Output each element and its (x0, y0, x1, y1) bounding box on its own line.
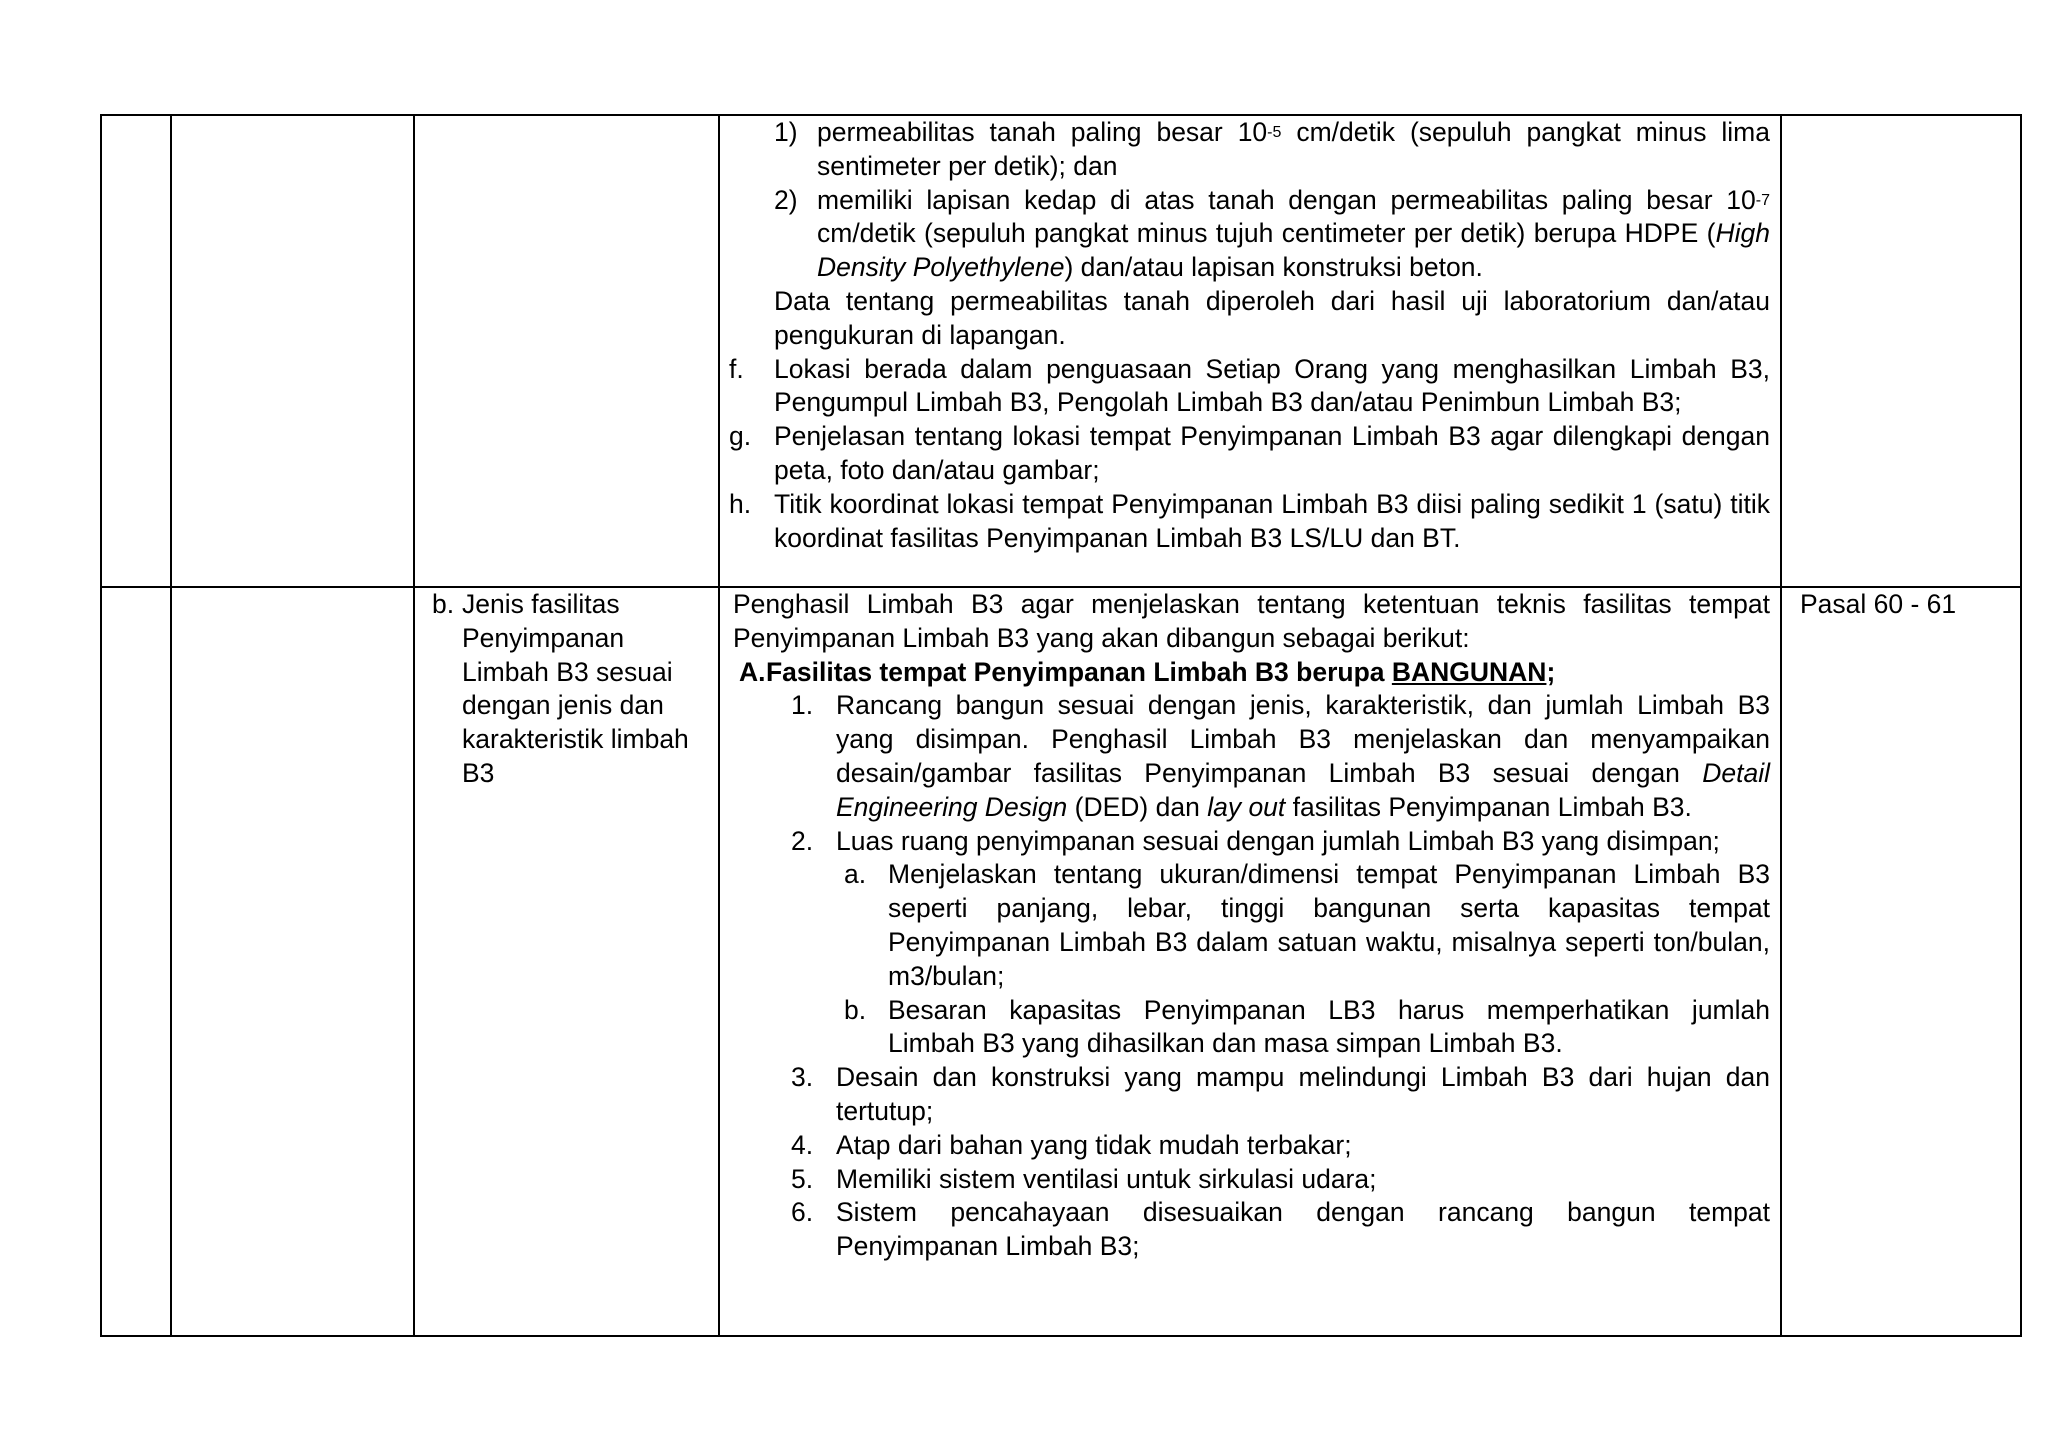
item-label: A. (739, 656, 766, 687)
item-label: 1. (791, 690, 814, 721)
column-border-5 (1780, 114, 1782, 1337)
row1-content-cell (726, 116, 1770, 555)
item-label: g. (729, 421, 752, 452)
item-label: h. (729, 488, 752, 519)
numbered-item-1: 1) permeabilitas tanah paling besar $10^{-5}$ cm/detik (sepuluh pangkat minus lima sentimeter per detik); dan (774, 117, 1770, 181)
letter-item-h: h. Titik koordinat lokasi tempat Penyimpanan Limbah B3 diisi paling sedikit 1 (satu) titik koordinat fasilitas Penyimpanan Limbah B3 LS/LU dan BT. (729, 488, 1770, 553)
numbered-item-5: 5. Memiliki sistem ventilasi untuk sirkulasi udara; (733, 1163, 1770, 1197)
data-note: Data tentang permeabilitas tanah diperoleh dari hasil uji laboratorium dan/atau pengukuran di lapangan. (774, 285, 1770, 350)
item-label: 2) (774, 184, 798, 215)
table-bottom-border (100, 1335, 2022, 1337)
numbered-item-6: 6. Sistem pencahayaan disesuaikan dengan rancang bangun tempat Penyimpanan Limbah B3; (791, 1197, 1770, 1262)
letter-item-g: g. Penjelasan tentang lokasi tempat Penyimpanan Limbah B3 agar dilengkapi dengan peta, foto dan/atau gambar; (729, 421, 1770, 485)
item-label: 6. (791, 1197, 814, 1228)
item-label: 2. (791, 825, 814, 856)
numbered-item-2: 2) memiliki lapisan kedap di atas tanah dengan permeabilitas paling besar $10^{-7}$ cm/detik (sepuluh pangkat minus tujuh centimeter per detik) berupa HDPE (High Density Polyethylene) dan/atau lapisan konstruksi beton. (774, 184, 1770, 283)
item-label: b. (844, 994, 867, 1025)
regulation-reference: Pasal 60 - 61 (1800, 589, 1957, 619)
row2-reference-cell (1800, 588, 2010, 622)
item-label: 4. (791, 1129, 814, 1160)
column-border-2 (170, 114, 172, 1337)
column-border-4 (718, 114, 720, 1337)
row2-content-cell (733, 588, 1770, 1264)
numbered-item-4: 4. Atap dari bahan yang tidak mudah terbakar; (733, 1129, 1770, 1163)
item-label: 1) (774, 117, 798, 147)
intro-paragraph: Penghasil Limbah B3 agar menjelaskan tentang ketentuan teknis fasilitas tempat Penyimpanan Limbah B3 yang akan dibangun sebagai berikut: (733, 589, 1770, 653)
item-label: a. (844, 859, 867, 890)
numbered-item-2: 2. Luas ruang penyimpanan sesuai dengan jumlah Limbah B3 yang disimpan; (733, 825, 1770, 859)
column-border-6 (2020, 114, 2022, 1337)
sub-item-b: b. Besaran kapasitas Penyimpanan LB3 harus memperhatikan jumlah Limbah B3 yang dihasilkan dan masa simpan Limbah B3. (844, 994, 1770, 1059)
sub-item-a: a. Menjelaskan tentang ukuran/dimensi tempat Penyimpanan Limbah B3 seperti panjang, lebar, tinggi bangunan serta kapasitas tempat Penyimpanan Limbah B3 dalam satuan waktu, misalnya seperti ton/bulan, m3/bulan; (844, 859, 1770, 991)
item-label: 3. (791, 1062, 814, 1093)
subject-item: b. Jenis fasilitas Penyimpanan Limbah B3 sesuai dengan jenis dan karakteristik limbah B3 (432, 589, 689, 788)
item-label: b. (432, 589, 455, 619)
numbered-item-3: 3. Desain dan konstruksi yang mampu melindungi Limbah B3 dari hujan dan tertutup; (791, 1062, 1770, 1126)
item-label: f. (729, 353, 744, 384)
item-label: 5. (791, 1163, 814, 1194)
numbered-item-1: 1. Rancang bangun sesuai dengan jenis, karakteristik, dan jumlah Limbah B3 yang disimpan. Penghasil Limbah B3 menjelaskan dan menyampaikan desain/gambar fasilitas Penyimpanan Limbah B3 sesuai dengan Detail Engineering Design (DED) dan lay out fasilitas Penyimpanan Limbah B3. (791, 690, 1770, 822)
letter-item-f: f. Lokasi berada dalam penguasaan Setiap Orang yang menghasilkan Limbah B3, Pengumpul Limbah B3, Pengolah Limbah B3 dan/atau Penimbun Limbah B3; (729, 353, 1770, 418)
column-border-3 (413, 114, 415, 1337)
row2-subject-cell (432, 588, 702, 791)
column-border-1 (100, 114, 102, 1337)
section-heading: A. Fasilitas tempat Penyimpanan Limbah B3 berupa BANGUNAN; (733, 656, 1770, 690)
